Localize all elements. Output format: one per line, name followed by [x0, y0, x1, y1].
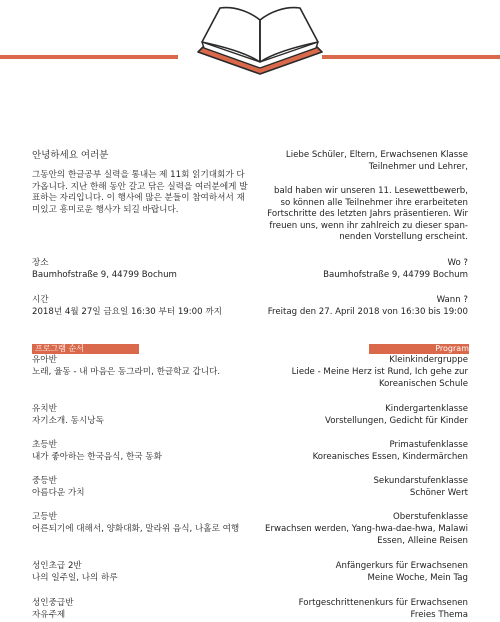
- de-program-group: Oberstufenklasse: [393, 512, 468, 522]
- de-place-label: Wo ?: [447, 258, 468, 268]
- ko-program-group: 초등반: [32, 440, 57, 450]
- de-place: Baumhofstraße 9, 44799 Bochum: [323, 270, 468, 280]
- de-program-group: Sekundarstufenklasse: [373, 476, 468, 486]
- ko-program-desc: 어른되기에 대해서, 양화대화, 말라위 음식, 나홀로 여행: [32, 524, 240, 534]
- ko-program-desc: 노래, 율동 - 내 마음은 동그라미, 한글학교 갑니다.: [32, 367, 221, 377]
- ko-program-desc: 나의 일주일, 나의 하루: [32, 573, 118, 583]
- de-program-group: Kleinkindergruppe: [389, 355, 468, 365]
- header-rule-right: [322, 55, 500, 59]
- ko-greeting: 안녕하세요 여러분: [32, 150, 109, 161]
- ko-time-label: 시간: [32, 295, 49, 305]
- de-time-label: Wann ?: [436, 295, 468, 305]
- de-program-group: Fortgeschrittenenkurs für Erwachsenen: [298, 598, 468, 608]
- de-program-group: Primastufenklasse: [389, 440, 468, 450]
- ko-program-group: 유치반: [32, 404, 57, 414]
- open-book-icon: [190, 2, 330, 82]
- ko-program-group: 성인중급반: [32, 598, 74, 608]
- ko-program-desc: 자유주제: [32, 610, 66, 620]
- header-rule-left: [0, 55, 178, 59]
- ko-place-label: 장소: [32, 258, 49, 268]
- ko-program-group: 고등반: [32, 512, 57, 522]
- ko-program-group: 중등반: [32, 476, 57, 486]
- de-program-desc: Meine Woche, Mein Tag: [367, 573, 468, 583]
- ko-program-desc: 자기소개. 동시낭독: [32, 416, 104, 426]
- ko-time: 2018년 4월 27일 금요일 16:30 부터 19:00 까지: [32, 307, 222, 317]
- de-program-header: Program: [369, 344, 469, 354]
- de-program-desc: Koreanisches Essen, Kindermärchen: [312, 452, 468, 462]
- de-program-desc: Schöner Wert: [409, 488, 468, 498]
- de-program-group: Anfängerkurs für Erwachsenen: [335, 561, 468, 571]
- ko-program-group: 유아반: [32, 355, 57, 365]
- ko-program-header: 프로그램 순서: [32, 344, 139, 354]
- de-greeting: Liebe Schüler, Eltern, Erwachsenen Klasse Teilnehmer und Lehrer,: [285, 150, 468, 172]
- ko-program-desc: 아름다운 가치: [32, 488, 85, 498]
- ko-program-group: 성인초급 2반: [32, 561, 82, 571]
- ko-intro: 그동안의 한글공부 실력을 통내는 제 11회 읽기대회가 다 가옵니다. 지난 한해 동안 갈고 닦은 실력을 여러분에게 발 표하는 자리입니다. 이 행사에 많은 분들이 참여하셔서 재 미있고 흥미로운 행사가 되길 바랍니다.: [32, 170, 248, 215]
- ko-place: Baumhofstraße 9, 44799 Bochum: [32, 270, 177, 280]
- de-intro: bald haben wir unseren 11. Lesewettbewerb, so können alle Teilnehmer ihre erarbeiteten Fortschritte des letzten Jahrs präsentieren. Wir freuen uns, wenn ihr zahlreich zu dieser span- nenden Vorstellung erscheint.: [267, 186, 468, 243]
- de-program-group: Kindergartenklasse: [385, 404, 468, 414]
- ko-program-desc: 내가 좋아하는 한국음식, 한국 동화: [32, 452, 162, 462]
- de-program-desc: Liede - Meine Herz ist Rund, Ich gehe zur Koreanischen Schule: [291, 367, 468, 389]
- de-program-desc: Freies Thema: [410, 610, 468, 620]
- de-time: Freitag den 27. April 2018 von 16:30 bis 19:00: [267, 307, 468, 317]
- de-program-desc: Vorstellungen, Gedicht für Kinder: [324, 416, 468, 426]
- de-program-desc: Erwachsen werden, Yang-hwa-dae-hwa, Malawi Essen, Alleine Reisen: [265, 524, 468, 546]
